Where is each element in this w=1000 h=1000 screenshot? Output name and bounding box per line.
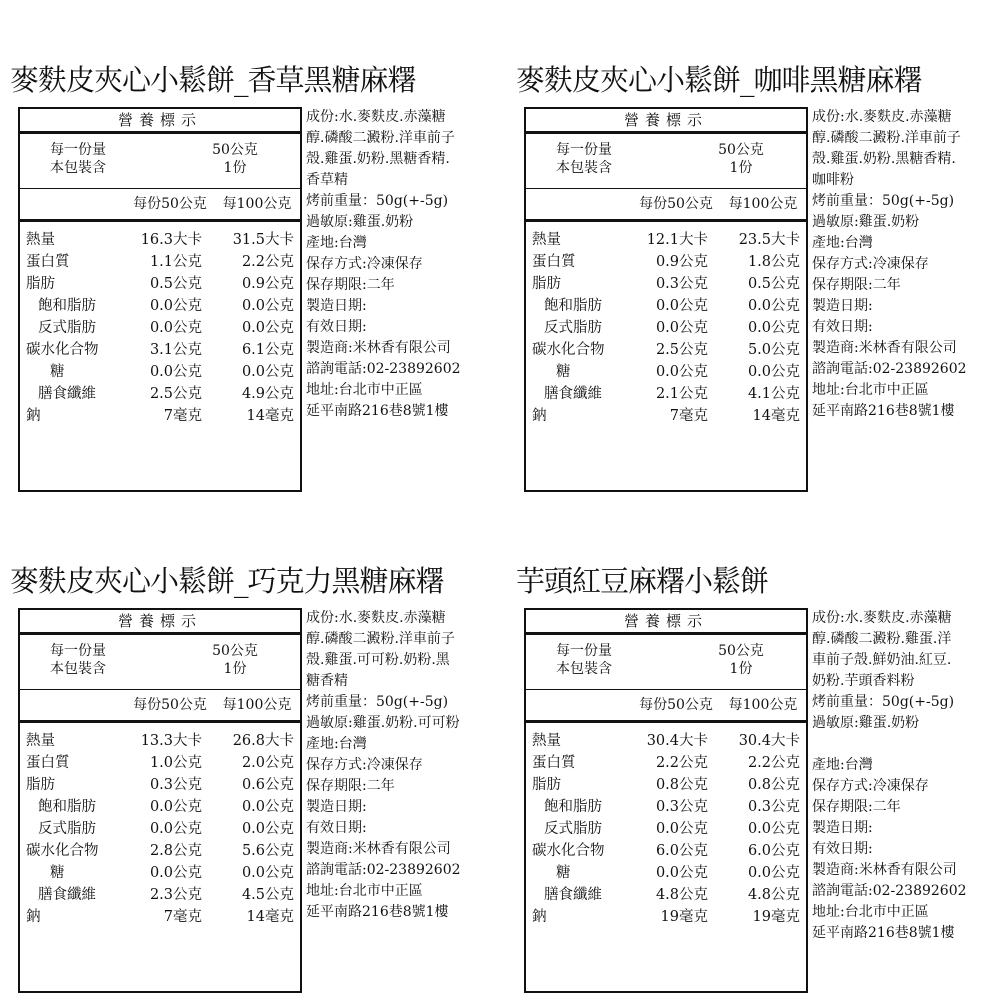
info-line: 香草精 [306,172,348,188]
nutrient-row [526,884,806,906]
nutrient-per-serving: 7毫克 [669,408,708,424]
nutrient-name: 脂肪 [532,777,561,793]
nutrient-name: 反式脂肪 [38,320,96,336]
pack-count-label: 本包裝含 [50,160,106,176]
nutrient-row [20,383,300,405]
nutrient-per-100g: 0.0公克 [747,320,800,336]
product-title: 麥麩皮夾心小鬆餅_香草黑糖麻糬 [10,63,416,97]
info-line: 地址:台北市中正區 [306,883,423,899]
nutrient-row [526,405,806,427]
nutrient-name: 反式脂肪 [544,320,602,336]
info-line: 保存期限:二年 [812,277,901,293]
nutrient-per-100g: 5.0公克 [747,342,800,358]
info-line: 成份:水.麥麩皮.赤藻糖 [812,610,952,626]
serving-info [526,133,806,189]
serving-size-value: 50公克 [212,643,258,659]
product-title: 麥麩皮夾心小鬆餅_巧克力黑糖麻糬 [10,564,444,598]
info-line: 製造日期: [812,298,873,314]
nutrient-per-serving: 0.0公克 [149,364,202,380]
nutrient-rows [20,229,300,427]
info-line: 保存方式:冷凍保存 [306,256,423,272]
nutrient-row [526,796,806,818]
info-line: 諮詢電話:02-23892602 [306,862,461,878]
info-line: 保存方式:冷凍保存 [812,256,929,272]
per-serving-header: 每份50公克 [133,697,207,713]
nutrient-per-100g: 0.8公克 [747,777,800,793]
nutrient-per-100g: 6.0公克 [747,843,800,859]
nutrient-per-serving: 6.0公克 [655,843,708,859]
nutrient-name: 熱量 [26,232,55,248]
nutrient-per-serving: 0.0公克 [655,865,708,881]
nutrient-per-100g: 0.0公克 [241,799,294,815]
info-line: 烤前重量：50g(+-5g) [812,193,955,209]
info-line: 成份:水.麥麩皮.赤藻糖 [306,610,446,626]
nutrient-per-100g: 31.5大卡 [232,232,294,248]
nutrient-per-100g: 0.3公克 [747,799,800,815]
nutrient-name: 碳水化合物 [532,843,605,859]
nutrient-row [526,273,806,295]
serving-size-value: 50公克 [212,142,258,158]
info-line: 醇.磷酸二澱粉.洋車前子 [812,130,961,146]
nutrient-per-serving: 7毫克 [163,408,202,424]
nutrient-row [526,295,806,317]
nutrient-name: 糖 [50,364,65,380]
info-line: 有效日期: [306,820,367,836]
nutrition-label-panel [512,62,1000,462]
product-title: 芋頭紅豆麻糬小鬆餅 [516,564,769,598]
info-line: 延平南路216巷8號1樓 [812,925,955,941]
nutrient-per-serving: 3.1公克 [149,342,202,358]
serving-info [526,634,806,690]
nutrient-per-serving: 0.0公克 [655,364,708,380]
nutrient-per-serving: 2.2公克 [655,755,708,771]
nutrient-row [20,862,300,884]
per-serving-header: 每份50公克 [639,697,713,713]
info-line: 糖香精 [306,673,348,689]
info-line: 製造日期: [306,298,367,314]
info-line: 醇.磷酸二澱粉.洋車前子 [306,631,455,647]
nutrient-row [526,752,806,774]
nutrient-row [20,730,300,752]
info-line: 有效日期: [306,319,367,335]
nutrient-per-serving: 0.0公克 [655,298,708,314]
nutrient-row [526,774,806,796]
info-line: 延平南路216巷8號1樓 [306,403,449,419]
nutrition-header: 營養標示 [526,109,806,134]
nutrient-per-100g: 4.8公克 [747,887,800,903]
nutrient-row [526,317,806,339]
serving-size-value: 50公克 [718,142,764,158]
info-line: 地址:台北市中正區 [812,382,929,398]
nutrient-name: 糖 [556,865,571,881]
nutrient-per-100g: 30.4大卡 [738,733,800,749]
nutrient-name: 脂肪 [26,777,55,793]
nutrient-rows [526,730,806,928]
product-info [812,107,1000,422]
nutrient-per-100g: 0.5公克 [747,276,800,292]
serving-size-value: 50公克 [718,643,764,659]
nutrient-name: 糖 [50,865,65,881]
nutrient-name: 反式脂肪 [544,821,602,837]
nutrient-row [20,361,300,383]
nutrient-name: 膳食纖維 [38,386,96,402]
serving-size-label: 每一份量 [50,142,106,158]
nutrient-per-serving: 1.1公克 [149,254,202,270]
nutrient-name: 飽和脂肪 [38,799,96,815]
nutrition-label-panel [6,62,500,462]
nutrient-per-serving: 2.3公克 [149,887,202,903]
nutrient-per-100g: 14毫克 [752,408,800,424]
nutrition-label-panel [6,563,500,963]
nutrient-name: 碳水化合物 [26,843,99,859]
column-headers [526,189,806,222]
nutrient-rows [20,730,300,928]
nutrient-per-serving: 0.0公克 [149,799,202,815]
nutrient-per-100g: 0.9公克 [241,276,294,292]
info-line: 諮詢電話:02-23892602 [306,361,461,377]
info-line: 奶粉.芋頭香料粉 [812,673,915,689]
info-line: 烤前重量：50g(+-5g) [306,193,449,209]
nutrient-per-100g: 14毫克 [246,909,294,925]
nutrient-per-serving: 2.8公克 [149,843,202,859]
info-line: 產地:台灣 [306,736,367,752]
column-headers [20,690,300,723]
nutrient-per-serving: 16.3大卡 [140,232,202,248]
info-line: 殼.雞蛋.奶粉.黑糖香精. [306,151,450,167]
pack-count-label: 本包裝含 [556,160,612,176]
nutrient-per-100g: 4.9公克 [241,386,294,402]
nutrient-per-100g: 0.0公克 [241,298,294,314]
nutrient-per-100g: 0.0公克 [241,821,294,837]
nutrient-per-100g: 19毫克 [752,909,800,925]
info-line [812,734,1000,755]
info-line: 過敏原:雞蛋.奶粉 [306,214,414,230]
nutrient-per-serving: 30.4大卡 [646,733,708,749]
nutrient-per-100g: 4.1公克 [747,386,800,402]
serving-info [20,133,300,189]
nutrient-row [526,906,806,928]
info-line: 地址:台北市中正區 [306,382,423,398]
nutrient-row [20,317,300,339]
nutrient-per-100g: 0.0公克 [747,821,800,837]
nutrient-name: 碳水化合物 [26,342,99,358]
nutrient-per-serving: 7毫克 [163,909,202,925]
nutrient-per-100g: 4.5公克 [241,887,294,903]
nutrient-name: 蛋白質 [532,254,576,270]
nutrient-rows [526,229,806,427]
nutrient-name: 熱量 [26,733,55,749]
nutrition-label-panel [512,563,1000,963]
nutrient-row [20,840,300,862]
info-line: 保存期限:二年 [812,799,901,815]
nutrient-row [20,752,300,774]
nutrient-row [526,383,806,405]
nutrient-per-serving: 2.5公克 [655,342,708,358]
nutrient-per-serving: 0.9公克 [655,254,708,270]
nutrient-per-100g: 0.0公克 [747,298,800,314]
nutrient-per-serving: 0.0公克 [149,298,202,314]
nutrient-per-serving: 2.5公克 [149,386,202,402]
info-line: 醇.磷酸二澱粉.雞蛋.洋 [812,631,952,647]
nutrient-row [20,229,300,251]
nutrient-per-100g: 5.6公克 [241,843,294,859]
pack-count-label: 本包裝含 [556,661,612,677]
nutrient-name: 熱量 [532,232,561,248]
nutrient-per-serving: 0.0公克 [149,320,202,336]
nutrient-per-serving: 2.1公克 [655,386,708,402]
per-serving-header: 每份50公克 [639,196,713,212]
serving-info [20,634,300,690]
info-line: 諮詢電話:02-23892602 [812,361,967,377]
info-line: 製造日期: [812,820,873,836]
info-line: 地址:台北市中正區 [812,904,929,920]
nutrient-name: 飽和脂肪 [544,799,602,815]
nutrient-per-100g: 2.2公克 [241,254,294,270]
nutrition-header: 營養標示 [20,610,300,635]
info-line: 有效日期: [812,841,873,857]
serving-size-label: 每一份量 [556,643,612,659]
serving-size-label: 每一份量 [556,142,612,158]
nutrient-row [20,273,300,295]
nutrient-name: 膳食纖維 [38,887,96,903]
info-line: 成份:水.麥麩皮.赤藻糖 [812,109,952,125]
info-line: 有效日期: [812,319,873,335]
nutrient-name: 膳食纖維 [544,887,602,903]
nutrient-per-serving: 4.8公克 [655,887,708,903]
nutrient-per-100g: 0.0公克 [241,364,294,380]
info-line: 產地:台灣 [812,235,873,251]
nutrition-table [18,608,302,993]
nutrient-per-100g: 0.0公克 [747,865,800,881]
info-line: 保存方式:冷凍保存 [306,757,423,773]
nutrient-per-serving: 0.0公克 [655,320,708,336]
nutrient-row [20,884,300,906]
info-line: 殼.雞蛋.可可粉.奶粉.黑 [306,652,450,668]
per-100g-header: 每100公克 [728,196,798,212]
info-line: 製造日期: [306,799,367,815]
nutrient-row [526,840,806,862]
per-100g-header: 每100公克 [222,196,292,212]
column-headers [20,189,300,222]
product-title: 麥麩皮夾心小鬆餅_咖啡黑糖麻糬 [516,63,922,97]
nutrient-row [20,405,300,427]
nutrient-row [20,774,300,796]
nutrient-per-serving: 0.3公克 [149,777,202,793]
nutrient-name: 蛋白質 [532,755,576,771]
nutrient-per-serving: 1.0公克 [149,755,202,771]
info-line: 保存期限:二年 [306,778,395,794]
column-headers [526,690,806,723]
info-line: 過敏原:雞蛋.奶粉 [812,214,920,230]
product-info [306,107,500,422]
nutrient-per-100g: 6.1公克 [241,342,294,358]
info-line: 製造商:米林香有限公司 [812,862,957,878]
nutrient-per-100g: 2.2公克 [747,755,800,771]
nutrient-per-serving: 0.3公克 [655,799,708,815]
serving-size-label: 每一份量 [50,643,106,659]
nutrient-name: 鈉 [532,408,547,424]
product-info [306,608,500,923]
nutrient-per-100g: 23.5大卡 [738,232,800,248]
info-line: 過敏原:雞蛋.奶粉.可可粉 [306,715,460,731]
nutrient-per-serving: 0.3公克 [655,276,708,292]
info-line: 保存方式:冷凍保存 [812,778,929,794]
pack-count-label: 本包裝含 [50,661,106,677]
per-serving-header: 每份50公克 [133,196,207,212]
nutrient-name: 糖 [556,364,571,380]
nutrient-per-serving: 0.5公克 [149,276,202,292]
info-line: 諮詢電話:02-23892602 [812,883,967,899]
pack-count-value: 1份 [223,160,247,176]
nutrient-name: 脂肪 [532,276,561,292]
nutrition-table [524,107,808,492]
nutrient-per-serving: 0.8公克 [655,777,708,793]
nutrition-header: 營養標示 [526,610,806,635]
nutrient-name: 蛋白質 [26,254,70,270]
nutrient-row [20,339,300,361]
nutrient-name: 鈉 [26,408,41,424]
info-line: 延平南路216巷8號1樓 [306,904,449,920]
nutrient-row [526,229,806,251]
info-line: 咖啡粉 [812,172,854,188]
info-line: 烤前重量：50g(+-5g) [812,694,955,710]
info-line: 烤前重量：50g(+-5g) [306,694,449,710]
info-line: 過敏原:雞蛋.奶粉 [812,715,920,731]
nutrient-per-serving: 0.0公克 [655,821,708,837]
info-line: 保存期限:二年 [306,277,395,293]
nutrient-row [526,361,806,383]
per-100g-header: 每100公克 [222,697,292,713]
nutrition-table [524,608,808,993]
nutrient-name: 鈉 [26,909,41,925]
nutrient-name: 反式脂肪 [38,821,96,837]
product-info [812,608,1000,944]
nutrient-per-100g: 0.0公克 [241,865,294,881]
info-line: 製造商:米林香有限公司 [306,340,451,356]
info-line: 產地:台灣 [812,757,873,773]
nutrient-per-100g: 0.0公克 [241,320,294,336]
nutrient-row [20,796,300,818]
info-line: 醇.磷酸二澱粉.洋車前子 [306,130,455,146]
nutrient-row [526,339,806,361]
nutrient-per-serving: 12.1大卡 [646,232,708,248]
info-line: 製造商:米林香有限公司 [812,340,957,356]
nutrition-header: 營養標示 [20,109,300,134]
pack-count-value: 1份 [223,661,247,677]
nutrient-name: 飽和脂肪 [544,298,602,314]
pack-count-value: 1份 [729,661,753,677]
nutrient-row [526,818,806,840]
nutrient-per-100g: 0.6公克 [241,777,294,793]
nutrient-row [526,730,806,752]
nutrient-per-serving: 13.3大卡 [140,733,202,749]
nutrient-per-100g: 1.8公克 [747,254,800,270]
nutrient-row [526,251,806,273]
info-line: 車前子殼.鮮奶油.紅豆. [812,652,952,668]
nutrient-row [20,818,300,840]
nutrient-per-100g: 26.8大卡 [232,733,294,749]
nutrient-per-serving: 0.0公克 [149,865,202,881]
nutrient-name: 膳食纖維 [544,386,602,402]
nutrient-row [526,862,806,884]
nutrient-row [20,906,300,928]
info-line: 製造商:米林香有限公司 [306,841,451,857]
nutrient-name: 鈉 [532,909,547,925]
nutrient-per-100g: 0.0公克 [747,364,800,380]
per-100g-header: 每100公克 [728,697,798,713]
nutrient-row [20,251,300,273]
pack-count-value: 1份 [729,160,753,176]
nutrient-per-serving: 0.0公克 [149,821,202,837]
nutrition-table [18,107,302,492]
info-line: 殼.雞蛋.奶粉.黑糖香精. [812,151,956,167]
nutrient-row [20,295,300,317]
nutrient-per-serving: 19毫克 [660,909,708,925]
nutrient-name: 蛋白質 [26,755,70,771]
nutrient-per-100g: 2.0公克 [241,755,294,771]
info-line: 產地:台灣 [306,235,367,251]
info-line: 成份:水.麥麩皮.赤藻糖 [306,109,446,125]
nutrient-name: 飽和脂肪 [38,298,96,314]
nutrient-name: 碳水化合物 [532,342,605,358]
nutrient-name: 熱量 [532,733,561,749]
nutrient-per-100g: 14毫克 [246,408,294,424]
nutrient-name: 脂肪 [26,276,55,292]
info-line: 延平南路216巷8號1樓 [812,403,955,419]
